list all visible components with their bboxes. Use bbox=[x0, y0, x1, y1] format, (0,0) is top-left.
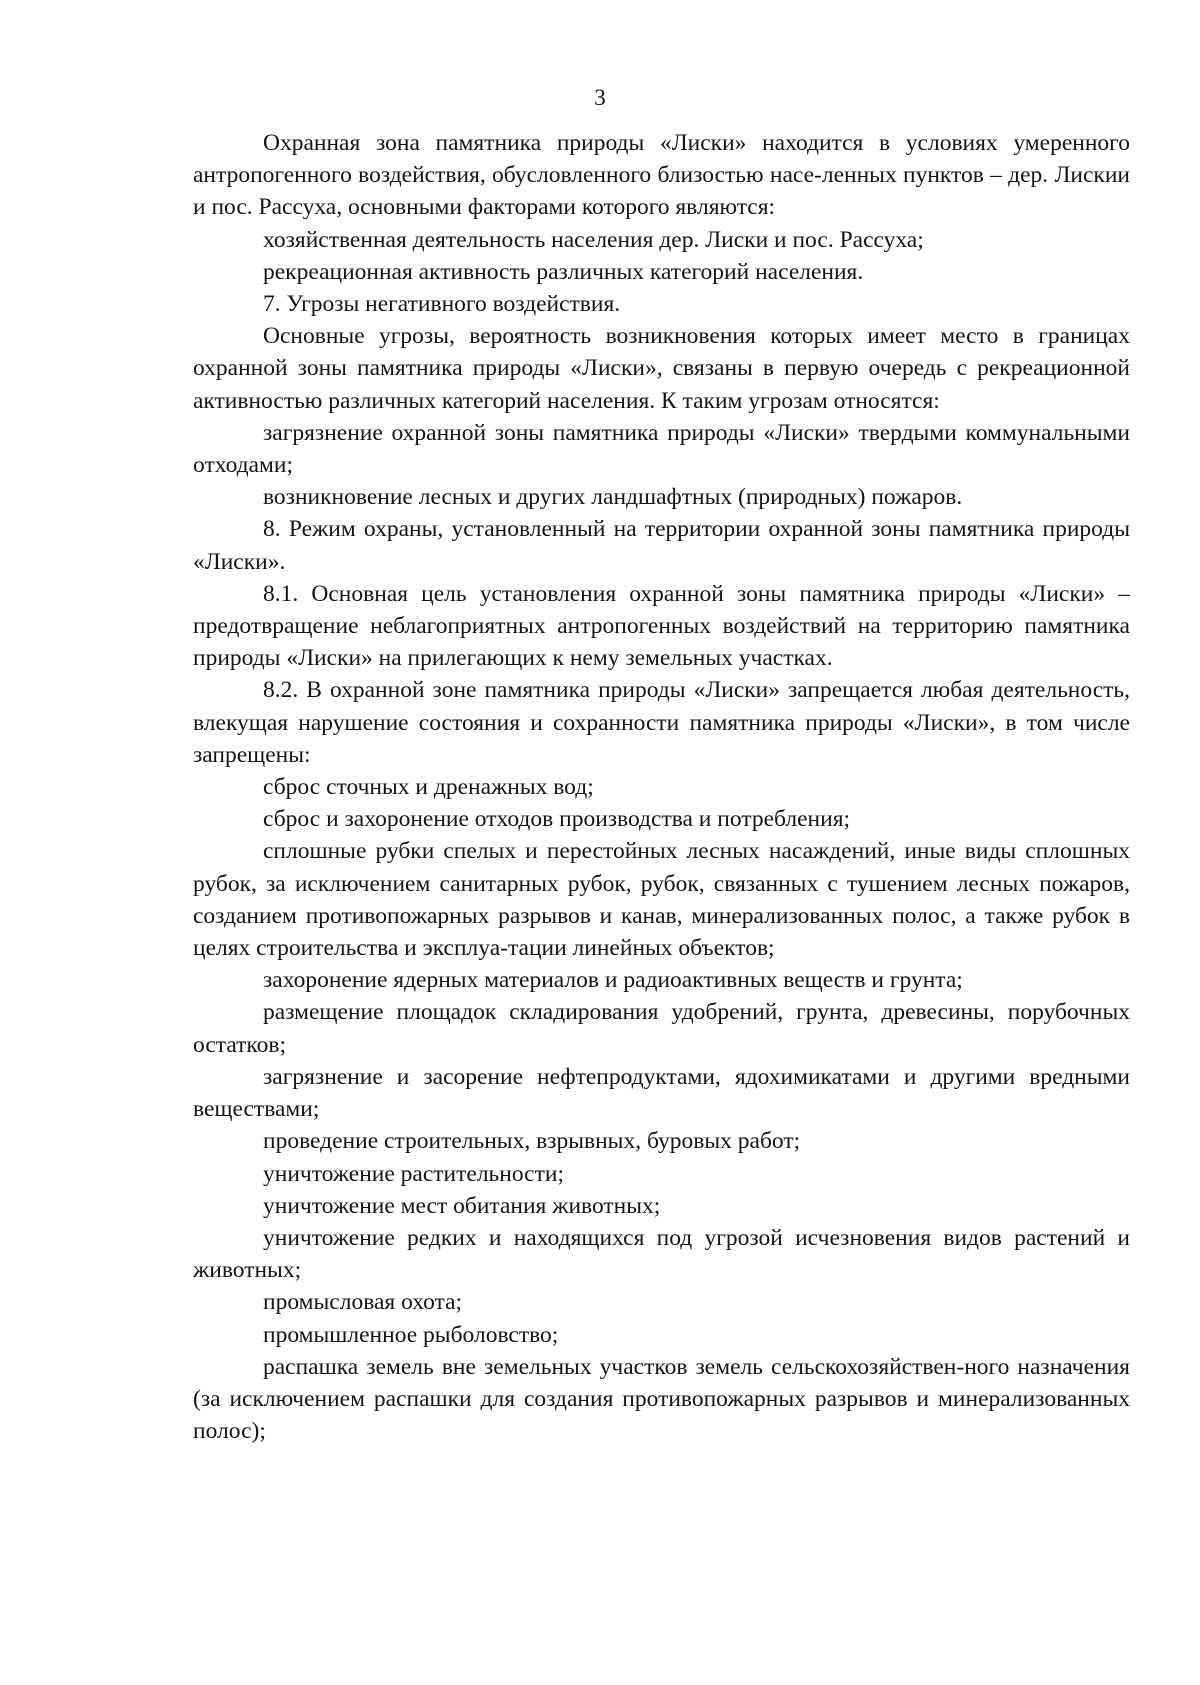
section-heading-7: 7. Угрозы негативного воздействия. bbox=[263, 291, 621, 318]
list-item-ploughing: распашка земель вне земельных участков земель сельскохозяйствен-ного назначения (за исключением распашки для создания противопожарных разрывов и минерализованных полос); bbox=[193, 1353, 1130, 1445]
list-item-pollution-waste: загрязнение охранной зоны памятника природы «Лиски» твердыми коммунальными отходами; bbox=[193, 419, 1130, 479]
page-number: 3 bbox=[594, 85, 606, 110]
list-item-commercial-hunting: промысловая охота; bbox=[263, 1289, 463, 1316]
section-heading-8: 8. Режим охраны, установленный на территории охранной зоны памятника природы «Лиски». bbox=[193, 516, 1130, 575]
document-body bbox=[193, 127, 1130, 1447]
list-item-fires: возникновение лесных и других ландшафтных (природных) пожаров. bbox=[263, 484, 963, 511]
paragraph-recreational-activity: рекреационная активность различных категорий населения. bbox=[263, 258, 864, 285]
list-item-waste-disposal: сброс и захоронение отходов производства и потребления; bbox=[263, 806, 851, 833]
list-item-habitat-destruction: уничтожение мест обитания животных; bbox=[263, 1192, 661, 1219]
list-item-nuclear-burial: захоронение ядерных материалов и радиоактивных веществ и грунта; bbox=[263, 967, 963, 994]
list-item-construction-works: проведение строительных, взрывных, буровых работ; bbox=[263, 1128, 801, 1155]
list-item-clear-cutting: сплошные рубки спелых и перестойных лесных насаждений, иные виды сплошных рубок, за исключением санитарных рубок, рубок, связанных с тушением лесных пожаров, созданием противопожарных разрывов и канав, минерализованных полос, а также рубок в целях строительства и эксплуа-тации линейных объектов; bbox=[193, 838, 1130, 962]
list-item-industrial-fishing: промышленное рыболовство; bbox=[263, 1321, 559, 1348]
list-item-storage-sites: размещение площадок складирования удобрений, грунта, древесины, порубочных остатков; bbox=[193, 999, 1130, 1058]
list-item-oil-pollution: загрязнение и засорение нефтепродуктами, ядохимикатами и другими вредными веществами; bbox=[193, 1063, 1130, 1123]
list-item-rare-species: уничтожение редких и находящихся под угрозой исчезновения видов растений и животных; bbox=[193, 1224, 1130, 1284]
list-item-wastewater: сброс сточных и дренажных вод; bbox=[263, 774, 594, 801]
paragraph-economic-activity: хозяйственная деятельность населения дер. Лиски и пос. Рассуха; bbox=[263, 226, 924, 253]
paragraph-intro: Охранная зона памятника природы «Лиски» находится в условиях умеренного антропогенного воздействия, обусловленного близостью насе-ленных пунктов – дер. Лискии и пос. Рассуха, основными факторами которого являются: bbox=[193, 130, 1130, 221]
paragraph-8-1: 8.1. Основная цель установления охранной зоны памятника природы «Лиски» – предотвращение неблагоприятных антропогенных воздействий на территорию памятника природы «Лиски» на прилегающих к нему земельных участках. bbox=[193, 580, 1130, 672]
list-item-vegetation-destruction: уничтожение растительности; bbox=[263, 1160, 564, 1187]
paragraph-8-2: 8.2. В охранной зоне памятника природы «Лиски» запрещается любая деятельность, влекущая нарушение состояния и сохранности памятника природы «Лиски», в том числе запрещены: bbox=[193, 677, 1130, 768]
paragraph-main-threats: Основные угрозы, вероятность возникновения которых имеет место в границах охранной зоны памятника природы «Лиски», связаны в первую очередь с рекреационной активностью различных категорий населения. К таким угрозам относятся: bbox=[193, 323, 1130, 414]
